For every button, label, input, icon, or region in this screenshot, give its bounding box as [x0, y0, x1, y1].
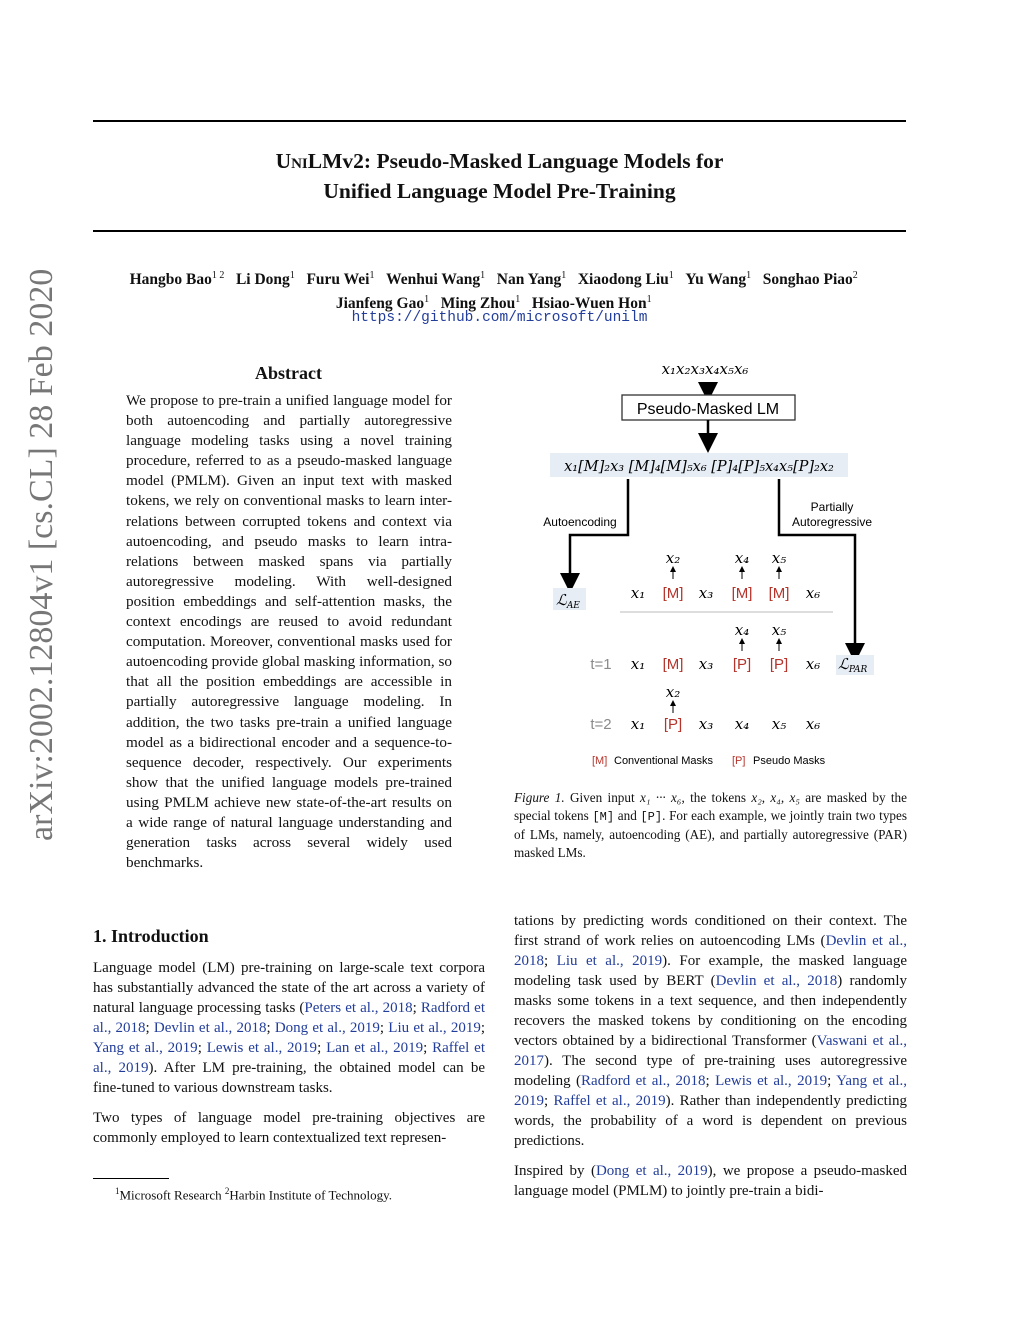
paper-title [93, 146, 906, 206]
masked-sequence: x₁[M]₂x₃ [M]₄[M]₅x₆ [P]₄[P]₅x₄x₅[P]₂x₂ [564, 459, 834, 475]
ae-x1: x₁ [630, 584, 646, 602]
author-name: Songhao Piao [762, 271, 853, 289]
ae-mask-2: [M] [662, 585, 684, 602]
legend-p-token: [P] [732, 755, 746, 767]
citation-link[interactable]: Lan et al., 2019 [326, 1040, 424, 1056]
legend-m-token: [M] [592, 755, 608, 767]
loss-par: ℒ$_{PAR}$ [838, 655, 868, 675]
author-affiliation: 1 [561, 270, 567, 281]
author-list [93, 266, 906, 314]
t2-x3: x₃ [698, 715, 714, 733]
author-name: Wenhui Wang [386, 271, 481, 289]
citation-link[interactable]: Lewis et al., 2019 [715, 1073, 828, 1089]
title-line2: Unified Language Model Pre-Training [323, 179, 676, 203]
ae-target-x2: x₂ [665, 549, 681, 567]
step-t2-label: t=2 [590, 716, 612, 733]
t2-x6: x₆ [805, 715, 821, 733]
ae-mask-5: [M] [768, 585, 790, 602]
step-t1-label: t=1 [590, 656, 612, 673]
repo-link[interactable]: https://github.com/microsoft/unilm [351, 310, 648, 326]
author-name: Hsiao-Wuen Hon [531, 295, 647, 313]
abstract-heading: Abstract [255, 363, 322, 383]
title-line1: v2: Pseudo-Masked Language Models for [342, 149, 724, 173]
ae-mask-4: [M] [731, 585, 753, 602]
ae-target-x4: x₄ [734, 549, 750, 567]
intro-paragraph-1: Language model (LM) pre-training on large-scale text corpora has substantially advanced the state of the art across a variety of natural language processing tasks (Peters et al., 2018; Radford et al., 2018; Devlin et al., 2018; Dong et al., 2019; Liu et al., 2019; Yang et al., 2019; Lewis et al., 2019; Lan et al., 2019; Raffel et al., 2019). After LM pre-training, the obtained model can be fine-tuned to various downstream tasks. [93, 960, 486, 1096]
author-affiliation: 1 [369, 270, 375, 281]
citation-link[interactable]: Yang et al., 2019 [514, 1073, 908, 1109]
ae-target-x5: x₅ [771, 549, 787, 567]
t2-x1: x₁ [630, 715, 646, 733]
figure-1-diagram [530, 355, 890, 775]
citation-link[interactable]: Yang et al., 2019 [93, 1040, 198, 1056]
autoregressive-label: Autoregressive [791, 515, 873, 529]
t2-target-x2: x₂ [665, 683, 681, 701]
citation-link[interactable]: Liu et al., 2019 [388, 1020, 481, 1036]
abstract-body: We propose to pre-train a unified language model for both autoencoding and partially autoregressive language modeling tasks using a novel training procedure, referred to as a pseudo-masked language model (PMLM). Given an input text with masked tokens, we rely on conventional masks to learn inter-relations between corrupted tokens and context via autoencoding, and pseudo masks to learn intra-relations between masked spans via partially autoregressive modeling. With well-designed position embeddings and self-attention masks, the context encodings are reused to avoid redundant computation. Moreover, conventional masks used for autoencoding provide global masking information, so that all the position embeddings are accessible in partially autoregressive language modeling. In addition, the two tasks pre-train a unified language model as a bidirectional encoder and a sequence-to-sequence decoder, respectively. Our experiments show that the unified language models pre-trained using PMLM achieve new state-of-the-art results on a wide range of natural language understanding and generation tasks across several widely used benchmarks. [126, 392, 452, 872]
title-top-rule [93, 120, 906, 122]
author-affiliation: 1 [668, 270, 674, 281]
citation-link[interactable]: Raffel et al., 2019 [553, 1093, 666, 1109]
legend-m-text: Conventional Masks [614, 755, 714, 767]
citation-link[interactable]: Liu et al., 2019 [556, 953, 663, 969]
autoencoding-label: Autoencoding [543, 515, 617, 529]
loss-ae: ℒ$_{AE}$ [556, 591, 580, 611]
author-affiliation: 1 [424, 294, 430, 306]
author-name: Nan Yang [496, 271, 562, 289]
citation-link[interactable]: Devlin et al., 2018 [715, 973, 838, 989]
author-affiliation: 1 [515, 294, 521, 306]
citation-link[interactable]: Radford et al., 2018 [93, 1000, 486, 1036]
pseudo-masked-lm-label: Pseudo-Masked LM [636, 401, 780, 418]
citation-link[interactable]: Raffel et al., 2019 [93, 1040, 485, 1076]
citation-link[interactable]: Dong et al., 2019 [595, 1163, 708, 1179]
right-column [514, 911, 907, 1211]
author-name: Xiaodong Liu [577, 271, 669, 289]
citation-link[interactable]: Peters et al., 2018 [304, 1000, 413, 1016]
par-target-x5: x₅ [771, 621, 787, 639]
t1-mask-2: [M] [662, 656, 684, 673]
title-smallcaps: UniLM [275, 149, 343, 173]
author-affiliation: 2 [852, 270, 858, 281]
citation-link[interactable]: Lewis et al., 2019 [206, 1040, 318, 1056]
figure-1-caption: Figure 1. Given input x₁ ··· x₆, the tokens x₂, x₄, x₅ are masked by the special tokens [M] and [P]. For each example, we jointly train two types of LMs, namely, autoencoding (AE), and partially autoregressive (PAR) masked LMs. [514, 790, 907, 860]
partially-label: Partially [810, 500, 854, 514]
intro-heading: 1. Introduction [93, 926, 209, 946]
t1-x3: x₃ [698, 655, 714, 673]
citation-link[interactable]: Vaswani et al., 2017 [514, 1033, 907, 1069]
t2-x5: x₅ [771, 715, 787, 733]
arxiv-stamp: arXiv:2002.12804v1 [cs.CL] 28 Feb 2020 [23, 268, 60, 841]
author-name: Jianfeng Gao [335, 295, 425, 313]
author-affiliation: 1 [480, 270, 486, 281]
title-bottom-rule [93, 230, 906, 232]
intro-paragraph-2: Two types of language model pre-training objectives are commonly employed to learn contextualized text represen- [93, 1110, 485, 1146]
t1-pseudo-4: [P] [732, 656, 752, 673]
intro-column [93, 958, 485, 1158]
author-name: Ming Zhou [440, 295, 516, 313]
citation-link[interactable]: Radford et al., 2018 [581, 1073, 706, 1089]
author-affiliation: 1 [746, 270, 752, 281]
autoencoding-path [570, 479, 628, 583]
t1-x1: x₁ [630, 655, 646, 673]
author-affiliation: 1 [646, 294, 652, 306]
t2-pseudo-2: [P] [663, 716, 683, 733]
t2-x4: x₄ [734, 715, 750, 733]
figure-input-tokens: x₁x₂x₃x₄x₅x₆ [661, 360, 749, 378]
ae-x3: x₃ [698, 584, 714, 602]
author-name: Yu Wang [685, 271, 747, 289]
footnote-rule [93, 1178, 169, 1179]
t1-pseudo-5: [P] [769, 656, 789, 673]
author-name: Furu Wei [306, 271, 370, 289]
legend-p-text: Pseudo Masks [753, 755, 826, 767]
author-affiliation: 1 2 [211, 270, 225, 281]
ae-x6: x₆ [805, 584, 821, 602]
author-affiliation: 1 [289, 270, 295, 281]
t1-x6: x₆ [805, 655, 821, 673]
par-target-x4: x₄ [734, 621, 750, 639]
footnote: $^1$Microsoft Research $^2$Harbin Institute of Technology. [115, 1186, 393, 1203]
right-paragraph-1: tations by predicting words conditioned on their context. The first strand of work relies on autoencoding LMs (Devlin et al., 2018; Liu et al., 2019). For example, the masked language modeling task used by BERT (Devlin et al., 2018) randomly masks some tokens in a text sequence, and then independently recovers the masked tokens by conditioning on the encoding vectors obtained by a bidirectional Transformer (Vaswani et al., 2017). The second type of pre-training uses autoregressive modeling (Radford et al., 2018; Lewis et al., 2019; Yang et al., 2019; Raffel et al., 2019). Rather than independently predicting words, the probability of a word is dependent on previous predictions. [514, 913, 908, 1149]
citation-link[interactable]: Devlin et al., 2018 [153, 1020, 267, 1036]
author-name: Hangbo Bao [129, 271, 212, 289]
citation-link[interactable]: Devlin et al., 2018 [514, 933, 907, 969]
citation-link[interactable]: Dong et al., 2019 [274, 1020, 380, 1036]
author-name: Li Dong [235, 271, 290, 289]
right-paragraph-2: Inspired by (Dong et al., 2019), we propose a pseudo-masked language model (PMLM) to jointly pre-train a bidi- [514, 1163, 907, 1199]
